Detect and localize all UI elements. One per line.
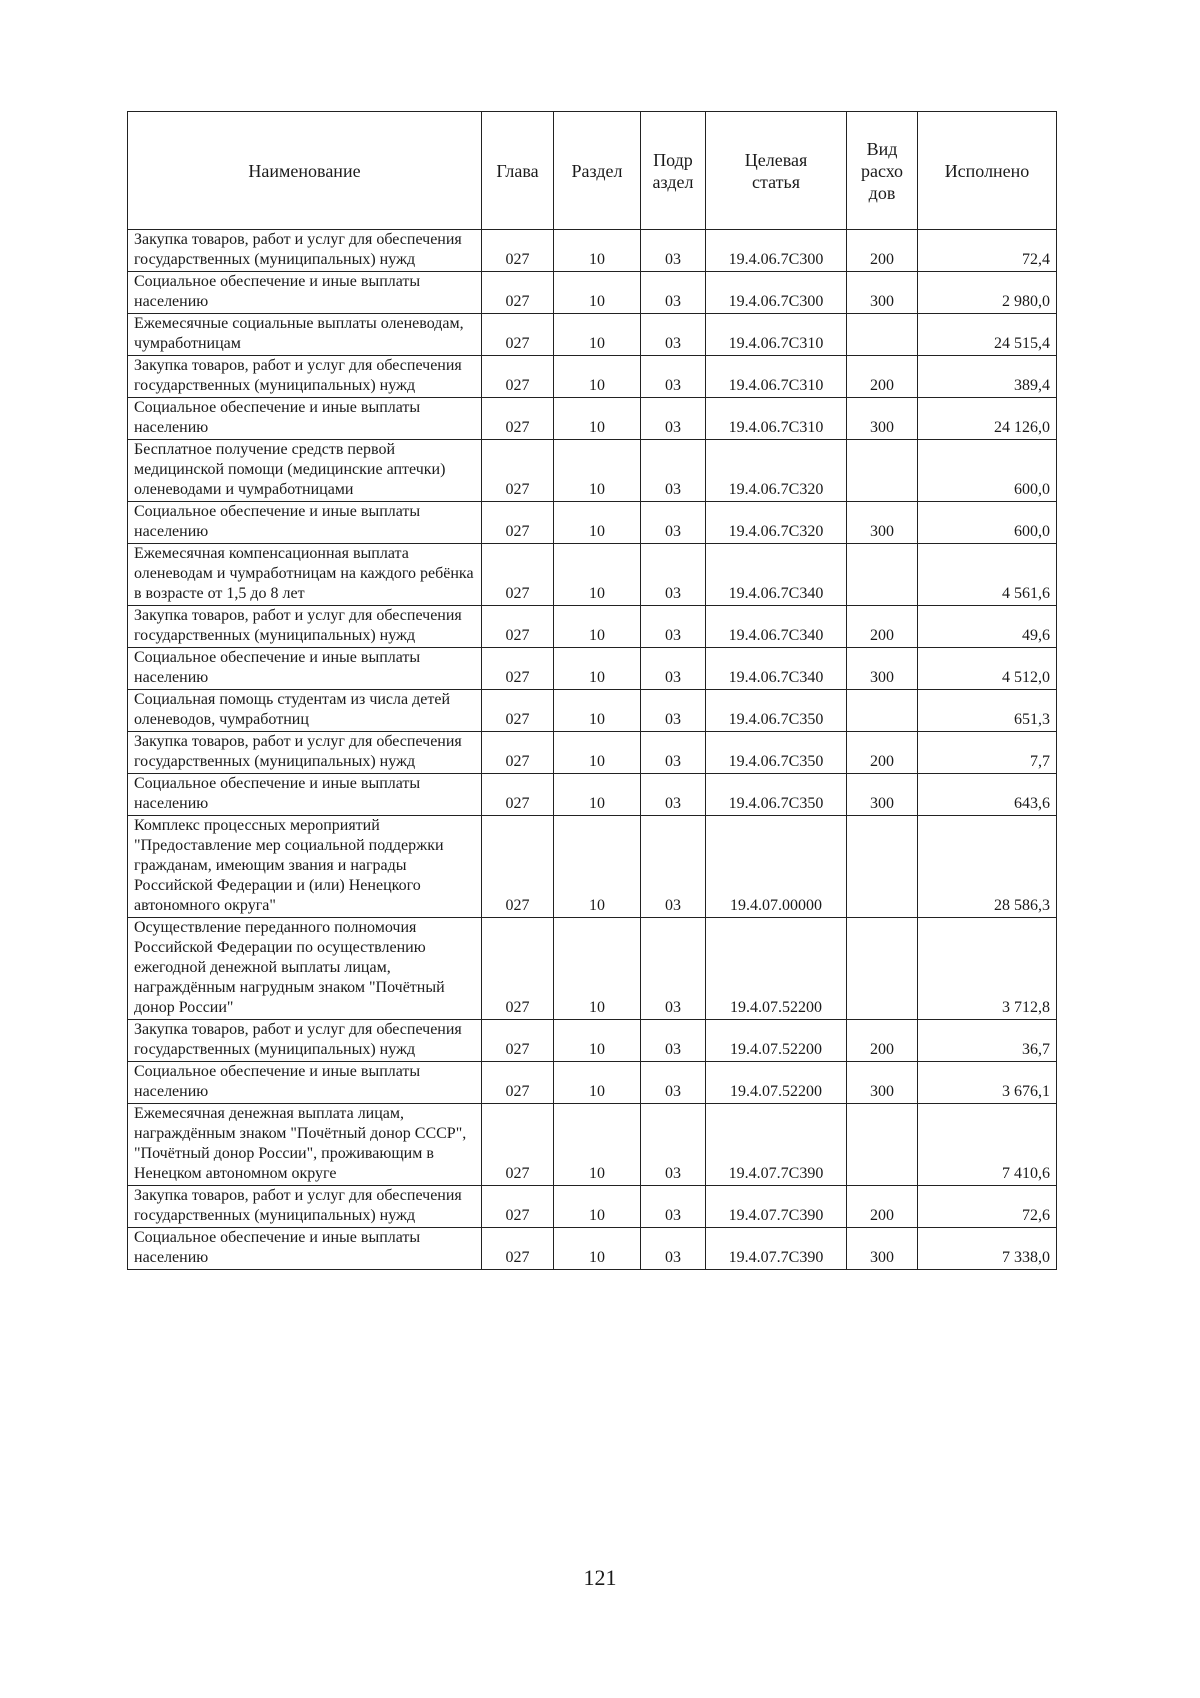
row-section: 10	[554, 1020, 641, 1062]
row-name: Социальное обеспечение и иные выплаты населению	[128, 502, 482, 544]
row-target-article: 19.4.06.7С310	[706, 356, 847, 398]
row-chapter: 027	[482, 314, 554, 356]
row-section: 10	[554, 314, 641, 356]
row-section: 10	[554, 544, 641, 606]
row-chapter: 027	[482, 1228, 554, 1270]
row-executed: 7 338,0	[918, 1228, 1057, 1270]
row-subsection: 03	[641, 398, 706, 440]
row-name: Социальное обеспечение и иные выплаты населению	[128, 1228, 482, 1270]
table-row	[128, 398, 1057, 440]
row-chapter: 027	[482, 356, 554, 398]
row-target-article: 19.4.06.7С350	[706, 732, 847, 774]
row-subsection: 03	[641, 606, 706, 648]
header-expense-type: Вид расхо дов	[847, 112, 918, 230]
row-section: 10	[554, 606, 641, 648]
table-row	[128, 690, 1057, 732]
row-section: 10	[554, 356, 641, 398]
table-row	[128, 648, 1057, 690]
row-target-article: 19.4.06.7С350	[706, 774, 847, 816]
table-body	[128, 230, 1057, 1270]
row-target-article: 19.4.07.52200	[706, 1020, 847, 1062]
header-executed: Исполнено	[918, 112, 1057, 230]
row-name: Ежемесячная денежная выплата лицам, награждённым знаком "Почётный донор СССР", "Почётный донор России", проживающим в Ненецком автономном округе	[128, 1104, 482, 1186]
page-number: 121	[583, 1565, 617, 1590]
table-row	[128, 1186, 1057, 1228]
row-executed: 600,0	[918, 502, 1057, 544]
header-subsection: Подр аздел	[641, 112, 706, 230]
row-expense-type: 300	[847, 398, 918, 440]
row-target-article: 19.4.07.7С390	[706, 1228, 847, 1270]
row-expense-type	[847, 440, 918, 502]
row-subsection: 03	[641, 314, 706, 356]
row-section: 10	[554, 690, 641, 732]
row-subsection: 03	[641, 1062, 706, 1104]
row-chapter: 027	[482, 774, 554, 816]
row-executed: 4 512,0	[918, 648, 1057, 690]
row-section: 10	[554, 502, 641, 544]
row-chapter: 027	[482, 230, 554, 272]
row-target-article: 19.4.06.7С320	[706, 502, 847, 544]
row-chapter: 027	[482, 690, 554, 732]
row-expense-type: 200	[847, 1020, 918, 1062]
row-executed: 72,6	[918, 1186, 1057, 1228]
row-chapter: 027	[482, 732, 554, 774]
row-expense-type: 300	[847, 1062, 918, 1104]
row-executed: 72,4	[918, 230, 1057, 272]
row-executed: 4 561,6	[918, 544, 1057, 606]
row-expense-type: 200	[847, 230, 918, 272]
row-name: Социальное обеспечение и иные выплаты населению	[128, 272, 482, 314]
row-expense-type	[847, 918, 918, 1020]
table-row	[128, 314, 1057, 356]
row-target-article: 19.4.06.7С320	[706, 440, 847, 502]
row-expense-type	[847, 690, 918, 732]
row-section: 10	[554, 648, 641, 690]
row-expense-type: 300	[847, 774, 918, 816]
row-target-article: 19.4.06.7С310	[706, 314, 847, 356]
row-chapter: 027	[482, 606, 554, 648]
row-target-article: 19.4.06.7С340	[706, 544, 847, 606]
row-name: Социальное обеспечение и иные выплаты населению	[128, 774, 482, 816]
row-name: Социальное обеспечение и иные выплаты населению	[128, 648, 482, 690]
table-row	[128, 606, 1057, 648]
row-expense-type: 200	[847, 356, 918, 398]
table-row	[128, 1062, 1057, 1104]
row-section: 10	[554, 732, 641, 774]
row-name: Закупка товаров, работ и услуг для обеспечения государственных (муниципальных) нужд	[128, 230, 482, 272]
row-chapter: 027	[482, 816, 554, 918]
row-target-article: 19.4.07.7С390	[706, 1186, 847, 1228]
row-expense-type: 300	[847, 1228, 918, 1270]
row-name: Социальная помощь студентам из числа детей оленеводов, чумработниц	[128, 690, 482, 732]
row-expense-type: 200	[847, 732, 918, 774]
row-executed: 2 980,0	[918, 272, 1057, 314]
table-row	[128, 272, 1057, 314]
row-name: Социальное обеспечение и иные выплаты населению	[128, 1062, 482, 1104]
row-executed: 24 515,4	[918, 314, 1057, 356]
table-row	[128, 732, 1057, 774]
table-row	[128, 544, 1057, 606]
row-executed: 643,6	[918, 774, 1057, 816]
row-expense-type: 300	[847, 502, 918, 544]
row-subsection: 03	[641, 1186, 706, 1228]
row-name: Ежемесячные социальные выплаты оленеводам, чумработницам	[128, 314, 482, 356]
row-target-article: 19.4.07.7С390	[706, 1104, 847, 1186]
table-row	[128, 1228, 1057, 1270]
row-subsection: 03	[641, 918, 706, 1020]
row-subsection: 03	[641, 1228, 706, 1270]
row-subsection: 03	[641, 440, 706, 502]
row-subsection: 03	[641, 1020, 706, 1062]
table-row	[128, 774, 1057, 816]
row-executed: 7,7	[918, 732, 1057, 774]
row-expense-type: 300	[847, 272, 918, 314]
row-target-article: 19.4.06.7С350	[706, 690, 847, 732]
row-name: Бесплатное получение средств первой медицинской помощи (медицинские аптечки) оленеводами и чумработницами	[128, 440, 482, 502]
table-row	[128, 356, 1057, 398]
row-name: Закупка товаров, работ и услуг для обеспечения государственных (муниципальных) нужд	[128, 1020, 482, 1062]
row-chapter: 027	[482, 918, 554, 1020]
row-executed: 49,6	[918, 606, 1057, 648]
table-row	[128, 1020, 1057, 1062]
table-row	[128, 440, 1057, 502]
row-subsection: 03	[641, 502, 706, 544]
row-section: 10	[554, 398, 641, 440]
table-row	[128, 230, 1057, 272]
row-name: Ежемесячная компенсационная выплата оленеводам и чумработницам на каждого ребёнка в возрасте от 1,5 до 8 лет	[128, 544, 482, 606]
row-executed: 651,3	[918, 690, 1057, 732]
row-chapter: 027	[482, 544, 554, 606]
row-chapter: 027	[482, 272, 554, 314]
row-target-article: 19.4.06.7С340	[706, 606, 847, 648]
row-subsection: 03	[641, 690, 706, 732]
row-name: Комплекс процессных мероприятий "Предоставление мер социальной поддержки гражданам, имеющим звания и награды Российской Федерации и (или) Ненецкого автономного округа"	[128, 816, 482, 918]
row-chapter: 027	[482, 648, 554, 690]
row-chapter: 027	[482, 440, 554, 502]
row-chapter: 027	[482, 1020, 554, 1062]
row-name: Закупка товаров, работ и услуг для обеспечения государственных (муниципальных) нужд	[128, 732, 482, 774]
row-section: 10	[554, 440, 641, 502]
budget-execution-table	[127, 111, 1057, 1270]
row-section: 10	[554, 1104, 641, 1186]
row-name: Закупка товаров, работ и услуг для обеспечения государственных (муниципальных) нужд	[128, 356, 482, 398]
row-target-article: 19.4.06.7С340	[706, 648, 847, 690]
row-expense-type	[847, 1104, 918, 1186]
row-chapter: 027	[482, 1186, 554, 1228]
row-section: 10	[554, 272, 641, 314]
table-row	[128, 918, 1057, 1020]
row-target-article: 19.4.06.7С300	[706, 272, 847, 314]
row-subsection: 03	[641, 356, 706, 398]
row-subsection: 03	[641, 272, 706, 314]
row-subsection: 03	[641, 648, 706, 690]
row-section: 10	[554, 816, 641, 918]
row-executed: 600,0	[918, 440, 1057, 502]
row-name: Закупка товаров, работ и услуг для обеспечения государственных (муниципальных) нужд	[128, 606, 482, 648]
row-section: 10	[554, 1186, 641, 1228]
row-executed: 389,4	[918, 356, 1057, 398]
row-section: 10	[554, 230, 641, 272]
row-expense-type: 200	[847, 1186, 918, 1228]
header-chapter: Глава	[482, 112, 554, 230]
row-executed: 28 586,3	[918, 816, 1057, 918]
row-chapter: 027	[482, 502, 554, 544]
row-executed: 24 126,0	[918, 398, 1057, 440]
header-section: Раздел	[554, 112, 641, 230]
row-executed: 3 676,1	[918, 1062, 1057, 1104]
table-header-row	[128, 112, 1057, 230]
row-subsection: 03	[641, 230, 706, 272]
row-chapter: 027	[482, 1062, 554, 1104]
header-target-article: Целевая статья	[706, 112, 847, 230]
row-expense-type	[847, 816, 918, 918]
row-section: 10	[554, 1228, 641, 1270]
row-name: Закупка товаров, работ и услуг для обеспечения государственных (муниципальных) нужд	[128, 1186, 482, 1228]
table-row	[128, 1104, 1057, 1186]
header-name: Наименование	[128, 112, 482, 230]
row-subsection: 03	[641, 1104, 706, 1186]
table-row	[128, 502, 1057, 544]
row-subsection: 03	[641, 544, 706, 606]
row-section: 10	[554, 774, 641, 816]
row-chapter: 027	[482, 1104, 554, 1186]
row-subsection: 03	[641, 774, 706, 816]
row-expense-type: 300	[847, 648, 918, 690]
row-executed: 3 712,8	[918, 918, 1057, 1020]
row-target-article: 19.4.07.00000	[706, 816, 847, 918]
row-chapter: 027	[482, 398, 554, 440]
row-expense-type: 200	[847, 606, 918, 648]
row-executed: 36,7	[918, 1020, 1057, 1062]
row-section: 10	[554, 1062, 641, 1104]
row-name: Социальное обеспечение и иные выплаты населению	[128, 398, 482, 440]
row-target-article: 19.4.07.52200	[706, 1062, 847, 1104]
row-expense-type	[847, 314, 918, 356]
row-name: Осуществление переданного полномочия Российской Федерации по осуществлению ежегодной денежной выплаты лицам, награждённым нагрудным знаком "Почётный донор России"	[128, 918, 482, 1020]
row-target-article: 19.4.06.7С300	[706, 230, 847, 272]
row-subsection: 03	[641, 732, 706, 774]
row-section: 10	[554, 918, 641, 1020]
row-expense-type	[847, 544, 918, 606]
table-row	[128, 816, 1057, 918]
row-executed: 7 410,6	[918, 1104, 1057, 1186]
row-target-article: 19.4.06.7С310	[706, 398, 847, 440]
row-subsection: 03	[641, 816, 706, 918]
row-target-article: 19.4.07.52200	[706, 918, 847, 1020]
